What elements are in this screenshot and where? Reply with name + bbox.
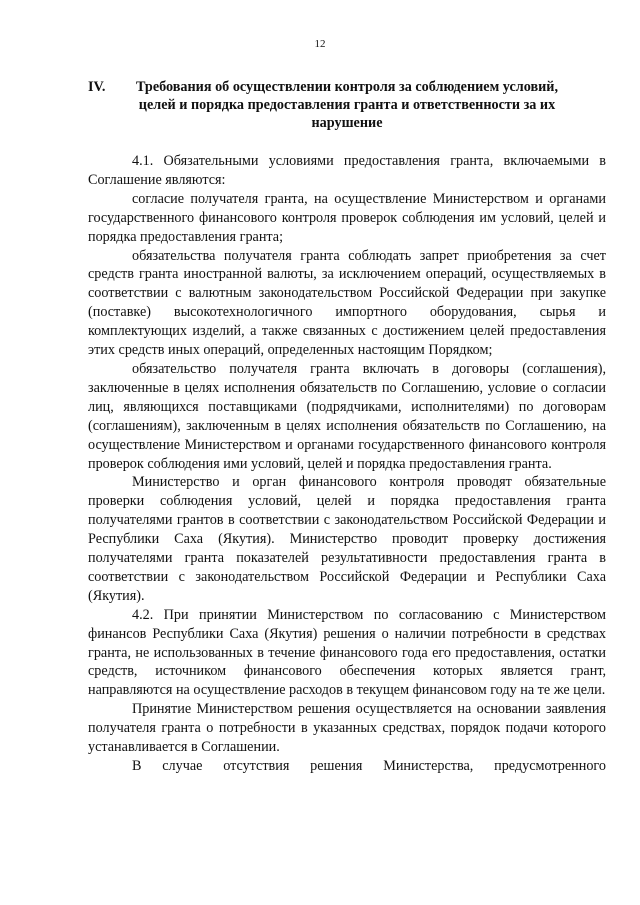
section-heading (88, 78, 606, 132)
section-number: IV. (88, 79, 106, 95)
section-title-line-1: Требования об осуществлении контроля за соблюдением условий, (136, 79, 559, 95)
paragraph-decision: Принятие Министерством решения осуществляется на основании заявления получателя гранта о потребности в указанных средствах, порядок подачи которого устанавливается в Соглашении. (88, 701, 606, 756)
paragraph-currency: обязательства получателя гранта соблюдать запрет приобретения за счет средств гранта иностранной валюты, за исключением операций, осуществляемых в соответствии с валютным законодательством Российской Федерации при закупке (поставке) высокотехнологичного импортного оборудования, сырья и комплектующих изделий, а также связанных с достижением целей предоставления этих средств иных операций, определенных настоящим Порядком; (88, 247, 606, 359)
paragraph-absence: В случае отсутствия решения Министерства, предусмотренного (132, 758, 606, 774)
paragraph-contracts: обязательство получателя гранта включать в договоры (соглашения), заключенные в целях исполнения обязательств по Соглашению, условие о согласии лиц, являющихся поставщиками (подрядчиками, исполнителями) по договорам (соглашениям), заключенным в целях исполнения обязательств по Соглашению, на осуществление Министерством и органами государственного финансового контроля проверок соблюдения ими условий, целей и порядка предоставления гранта. (88, 360, 606, 472)
paragraph-4-2: 4.2. При принятии Министерством по согласованию с Министерством финансов Республики Саха (Якутия) решения о наличии потребности в средствах гранта, не использованных в течение финансового года его предоставления, остатки средств, источником финансового обеспечения которых является грант, направляются на осуществление расходов в текущем финансовом году на те же цели. (88, 606, 606, 699)
page-number: 12 (314, 38, 326, 50)
paragraph-4-1: 4.1. Обязательными условиями предоставления гранта, включаемыми в Соглашение являются: (88, 153, 606, 188)
section-title-line-2: целей и порядка предоставления гранта и ответственности за их (138, 97, 556, 113)
section-title-line-3: нарушение (311, 115, 383, 131)
paragraph-consent: согласие получателя гранта, на осуществление Министерством и органами государственного финансового контроля проверок соблюдения им условий, целей и порядка предоставления гранта; (88, 190, 606, 245)
document-body (88, 152, 606, 776)
paragraph-inspections: Министерство и орган финансового контроля проводят обязательные проверки соблюдения условий, целей и порядка предоставления гранта получателями грантов в соответствии с законодательством Российской Федерации и Республики Саха (Якутия). Министерство проводит проверку достижения получателями гранта показателей результативности предоставления гранта в соответствии с законодательством Российской Федерации и Республики Саха (Якутия). (88, 474, 606, 604)
